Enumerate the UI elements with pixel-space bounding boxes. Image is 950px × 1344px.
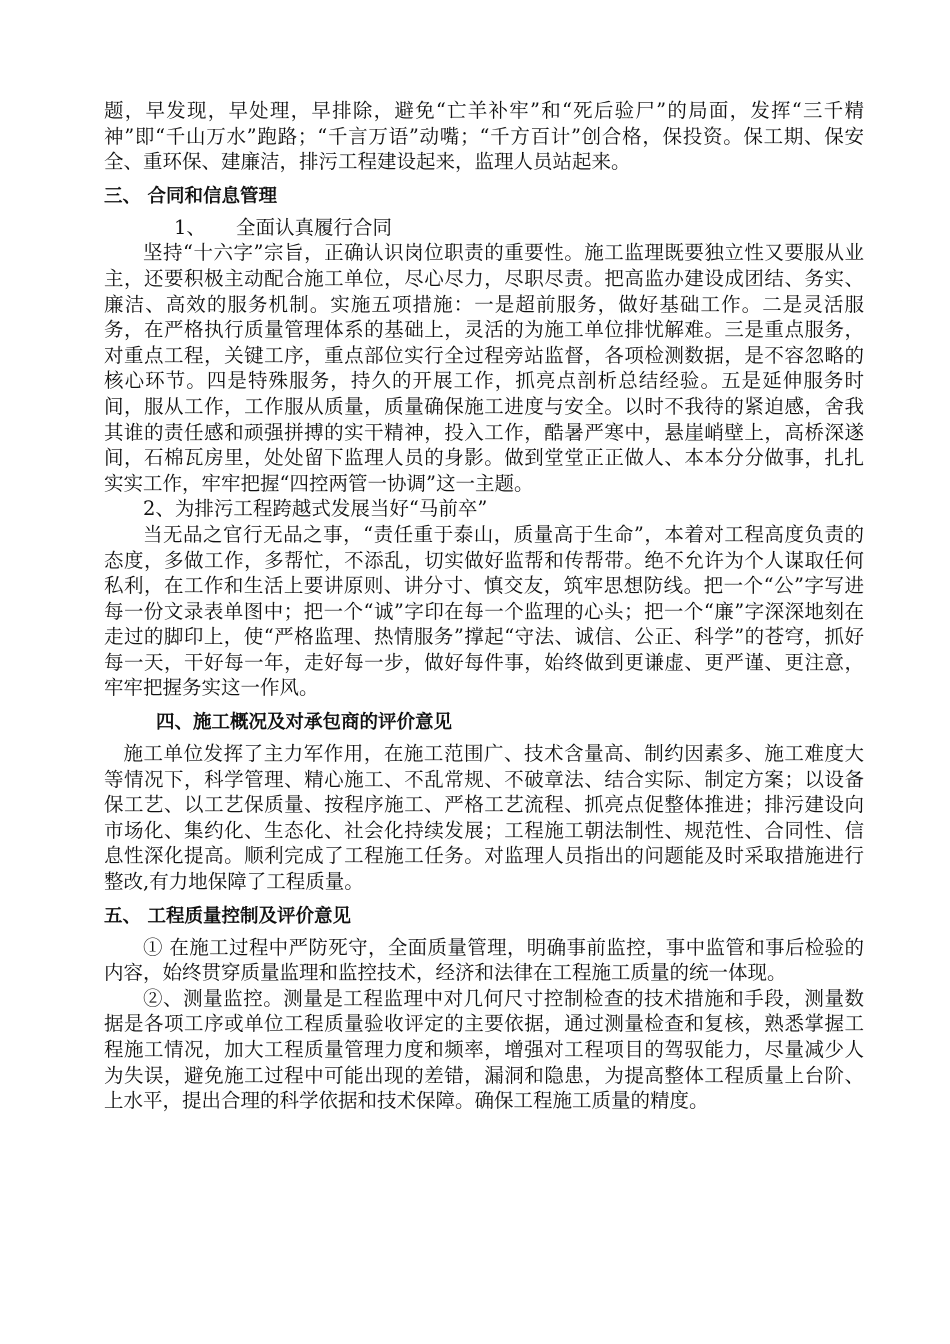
section-3-item-1-body: 坚持“十六字”宗旨，正确认识岗位职责的重要性。施工监理既要独立性又要服从业主，还要积极主动配合施工单位，尽心尽力，尽职尽责。把高监办建设成团结、务实、廉洁、高效的服务机制。实施五项措施：一是超前服务，做好基础工作。二是灵活服务，在严格执行质量管理体系的基础上，灵活的为施工单位排忧解难。三是重点服务，对重点工程，关键工序，重点部位实行全过程旁站监督，各项检测数据，是不容忽略的核心环节。四是特殊服务，持久的开展工作，抓亮点剖析总结经验。五是延伸服务时间，服从工作，工作服从质量，质量确保施工进度与安全。以时不我待的紧迫感，舍我其谁的责任感和顽强拼搏的实干精神，投入工作，酷暑严寒中，悬崖峭壁上，高桥深遂间，石棉瓦房里，处处留下监理人员的身影。做到堂堂正正做人、本本分分做事，扎扎实实工作，牢牢把握“四控两管一协调”这一主题。 bbox=[104, 241, 864, 495]
section-4-body: 施工单位发挥了主力军作用，在施工范围广、技术含量高、制约因素多、施工难度大等情况下，科学管理、精心施工、不乱常规、不破章法、结合实际、制定方案；以设备保工艺、以工艺保质量、按程序施工、严格工艺流程、抓亮点促整体推进；排污建设向市场化、集约化、生态化、社会化持续发展；工程施工朝法制性、规范性、合同性、信息性深化提高。顺利完成了工程施工任务。对监理人员指出的问题能及时采取措施进行整改,有力地保障了工程质量。 bbox=[104, 742, 864, 894]
section-4-heading: 四、施工概况及对承包商的评价意见 bbox=[156, 712, 453, 734]
section-5-para-1: ① 在施工过程中严防死守，全面质量管理，明确事前监控，事中监管和事后检验的内容，始终贯穿质量监理和监控技术，经济和法律在工程施工质量的统一体现。 bbox=[104, 935, 864, 985]
section-5-para-2: ②、测量监控。测量是工程监理中对几何尺寸控制检查的技术措施和手段，测量数据是各项工序或单位工程质量验收评定的主要依据，通过测量检查和复核，熟悉掌握工程施工情况，加大工程质量管理力度和频率，增强对工程项目的驾驭能力，尽量减少人为失误，避免施工过程中可能出现的差错，漏洞和隐患，为提高整体工程质量上台阶、上水平，提出合理的科学依据和技术保障。确保工程施工质量的精度。 bbox=[104, 986, 864, 1113]
section-3-item-2-title: 2、为排污工程跨越式发展当好“马前卒” bbox=[143, 497, 488, 521]
section-3-heading: 三、 合同和信息管理 bbox=[104, 185, 277, 207]
section-5-heading: 五、 工程质量控制及评价意见 bbox=[104, 905, 351, 927]
section-3-item-1-title bbox=[104, 215, 864, 241]
section-3-item-2-body: 当无品之官行无品之事，“责任重于泰山，质量高于生命”，本着对工程高度负责的态度，多做工作，多帮忙，不添乱，切实做好监帮和传帮带。绝不允许为个人谋取任何私利，在工作和生活上要讲原则、讲分寸、慎交友，筑牢思想防线。把一个“公”字写进每一份文录表单图中；把一个“诚”字印在每一个监理的心头；把一个“廉”字深深地刻在走过的脚印上，使“严格监理、热情服务”撑起“守法、诚信、公正、科学”的苍穹，抓好每一天，干好每一年，走好每一步，做好每件事，始终做到更谦虚、更严谨、更注意，牢牢把握务实这一作风。 bbox=[104, 522, 864, 700]
section-3-item-1-number: 1、 bbox=[174, 215, 206, 239]
document-page bbox=[104, 98, 864, 1114]
intro-paragraph: 题，早发现，早处理，早排除，避免“亡羊补牢”和“死后验尸”的局面，发挥“三千精神”即“千山万水”跑路；“千言万语”动嘴；“千方百计”创合格，保投资。保工期、保安全、重环保、建廉洁，排污工程建设起来，监理人员站起来。 bbox=[104, 99, 864, 174]
section-3-item-1-title-text: 全面认真履行合同 bbox=[236, 215, 393, 239]
